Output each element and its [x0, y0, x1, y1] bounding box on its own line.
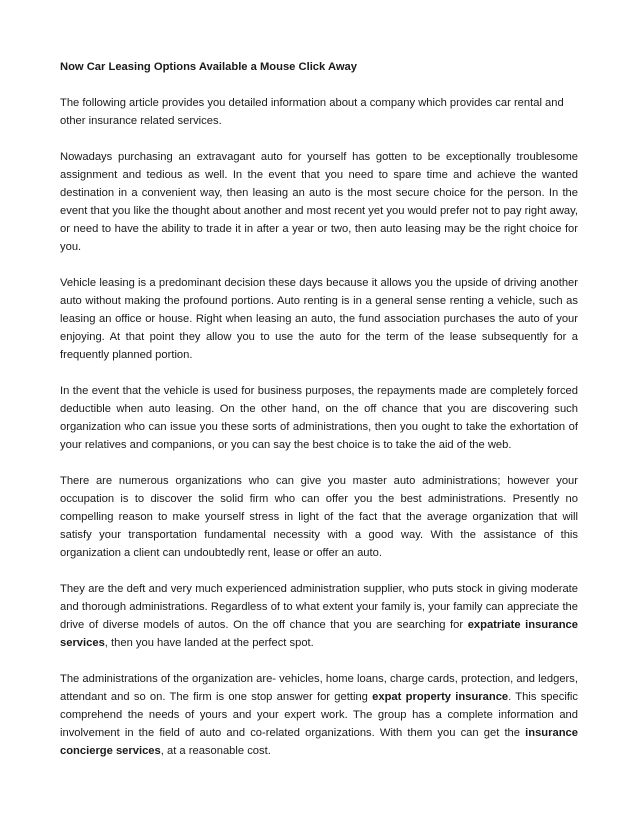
paragraph-6 [60, 580, 578, 652]
paragraph-5: There are numerous organizations who can give you master auto administrations; however your occupation is to discover the solid firm who can offer you the best administrations. Presently no compelling reason to make yourself stress in light of the fact that the average organization that will satisfy your transportation fundamental necessity with a good way. With the assistance of this organization a client can undoubtedly rent, lease or offer an auto. [60, 475, 578, 559]
document-title: Now Car Leasing Options Available a Mouse Click Away [60, 61, 357, 73]
document-page [60, 58, 578, 778]
paragraph-4: In the event that the vehicle is used for business purposes, the repayments made are completely forced deductible when auto leasing. On the other hand, on the off chance that you are discovering such organization who can issue you these sorts of administrations, then you ought to take the exhortation of your relatives and companions, or you can say the best choice is to take the aid of the web. [60, 385, 578, 451]
paragraph-6-text-after: , then you have landed at the perfect spot. [104, 637, 314, 649]
paragraph-7 [60, 670, 578, 760]
paragraph-7-text-part2: . This specific comprehend the needs of yours and your expert work. The group has a complete information and involvement in the field of auto and co-related organizations. With them you can get the [60, 691, 579, 739]
keyword-expat-property-insurance[interactable]: expat property insurance [372, 691, 509, 703]
paragraph-6-text-before: They are the deft and very much experienced administration supplier, who puts stock in giving moderate and thorough administrations. Regardless of to what extent your family is, your family can appreciate the drive of diverse models of autos. On the off chance that you are searching for [60, 583, 578, 631]
paragraph-3: Vehicle leasing is a predominant decision these days because it allows you the upside of driving another auto without making the profound portions. Auto renting is in a general sense renting a vehicle, such as leasing an office or house. Right when leasing an auto, the fund association purchases the auto of your enjoying. At that point they allow you to use the auto for the term of the lease subsequently for a frequently planned portion. [60, 277, 578, 361]
keyword-insurance-concierge-services[interactable]: insurance concierge services [60, 727, 578, 757]
paragraph-2: Nowadays purchasing an extravagant auto for yourself has gotten to be exceptionally troublesome assignment and tedious as well. In the event that you need to spare time and achieve the wanted destination in a convenient way, then leasing an auto is the most secure choice for the person. In the event that you like the thought about another and most recent yet you would prefer not to pay right away, or need to have the ability to trade it in after a year or two, then auto leasing may be the right choice for you. [60, 151, 578, 253]
paragraph-intro: The following article provides you detailed information about a company which provides car rental and other insurance related services. [60, 97, 564, 127]
paragraph-7-text-part1: The administrations of the organization are- vehicles, home loans, charge cards, protection, and ledgers, attendant and so on. The firm is one stop answer for getting [60, 673, 578, 703]
keyword-expatriate-insurance-services[interactable]: expatriate insurance services [60, 619, 578, 649]
paragraph-7-text-part3: , at a reasonable cost. [160, 745, 271, 757]
